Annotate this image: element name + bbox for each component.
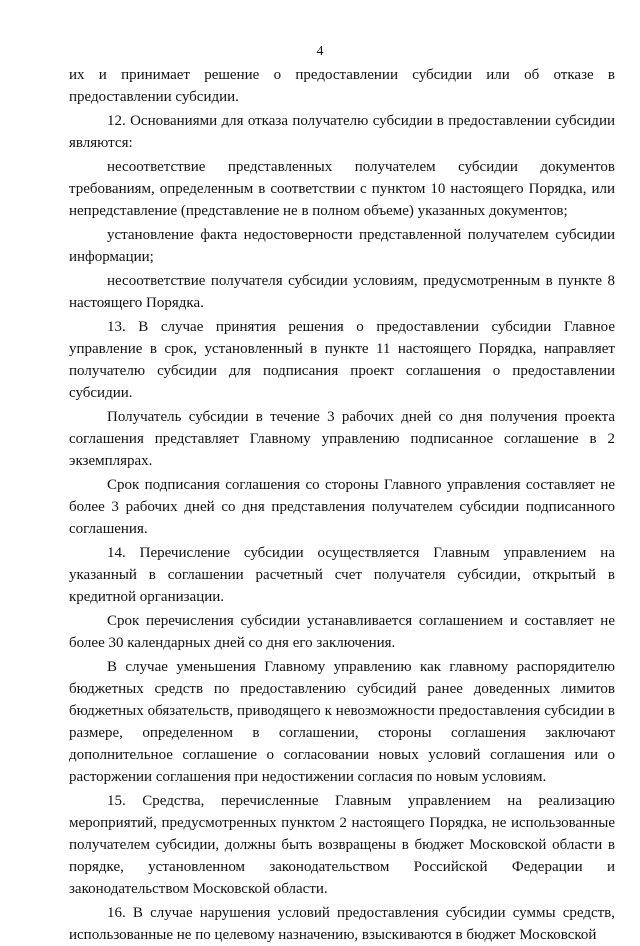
paragraph-14-part-3: В случае уменьшения Главному управлению как главному распорядителю бюджетных средств по предоставлению субсидий ранее доведенных лимитов бюджетных обязательств, приводящего к невозможности предоставления субсидии в размере, определенном в соглашении, стороны соглашения заключают дополнительное соглашение о согласовании новых условий соглашения или о расторжении соглашения при недостижении согласия по новым условиям. [69, 659, 615, 785]
paragraph-14: 14. Перечисление субсидии осуществляется Главным управлением на указанный в соглашении расчетный счет получателя субсидии, открытый в кредитной организации. [69, 545, 615, 605]
paragraph-12-item-3: несоответствие получателя субсидии условиям, предусмотренным в пункте 8 настоящего Порядка. [69, 273, 615, 311]
paragraph-12-item-2: установление факта недостоверности представленной получателем субсидии информации; [69, 227, 615, 265]
paragraph-12: 12. Основаниями для отказа получателю субсидии в предоставлении субсидии являются: [69, 113, 615, 151]
paragraph-14-part-2: Срок перечисления субсидии устанавливается соглашением и составляет не более 30 календарных дней со дня его заключения. [69, 613, 615, 651]
paragraph-13-part-2: Получатель субсидии в течение 3 рабочих дней со дня получения проекта соглашения представляет Главному управлению подписанное соглашение в 2 экземплярах. [69, 409, 615, 469]
paragraph-12-item-1: несоответствие представленных получателем субсидии документов требованиям, определенным в соответствии с пунктом 10 настоящего Порядка, или непредставление (представление не в полном объеме) указанных документов; [69, 159, 615, 219]
page-number: 4 [316, 44, 324, 59]
paragraph-continuation: их и принимает решение о предоставлении субсидии или об отказе в предоставлении субсидии. [69, 67, 615, 105]
paragraph-13-part-3: Срок подписания соглашения со стороны Главного управления составляет не более 3 рабочих дней со дня представления получателем субсидии подписанного соглашения. [69, 477, 615, 537]
paragraph-13: 13. В случае принятия решения о предоставлении субсидии Главное управление в срок, установленный в пункте 11 настоящего Порядка, направляет получателю субсидии для подписания проект соглашения о предоставлении субсидии. [69, 319, 615, 401]
paragraph-16: 16. В случае нарушения условий предоставления субсидии суммы средств, использованные не по целевому назначению, взыскиваются в бюджет Московской [69, 905, 615, 943]
paragraph-15: 15. Средства, перечисленные Главным управлением на реализацию мероприятий, предусмотренных пунктом 2 настоящего Порядка, не использованные получателем субсидии, должны быть возвращены в бюджет Московской области в порядке, установленном законодательством Российской Федерации и законодательством Московской области. [69, 793, 615, 897]
document-body [69, 64, 615, 946]
